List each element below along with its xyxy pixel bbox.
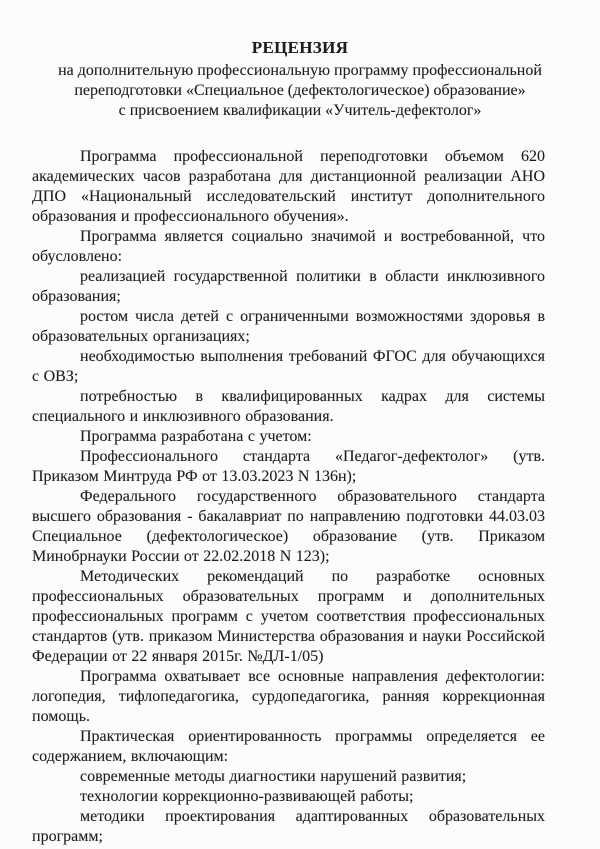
paragraph: Профессионального стандарта «Педагог-дефектолог» (утв. Приказом Минтруда РФ от 13.03.2023 N 136н); [32, 448, 545, 485]
paragraph: технологии коррекционно-развивающей работы; [80, 788, 414, 805]
paragraph: ростом числа детей с ограниченными возможностями здоровья в образовательных организациях; [32, 308, 545, 345]
paragraph: Федерального государственного образовательного стандарта высшего образования - бакалавриат по направлению подготовки 44.03.03 Специальное (дефектологическое) образование (утв. Приказом Минобрнауки России от 22.02.2018 N 123); [32, 488, 545, 565]
paragraph: современные методы диагностики нарушений развития; [80, 768, 467, 785]
document-title: РЕЦЕНЗИЯ [251, 38, 349, 57]
document-subtitle [0, 61, 600, 121]
subtitle-line: переподготовки «Специальное (дефектологическое) образование» [74, 82, 526, 99]
paragraph: Методических рекомендаций по разработке основных профессиональных образовательных программ и дополнительных профессиональных программ с учетом соответствия профессиональных стандартов (утв. приказом Министерства образования и науки Российской Федерации от 22 января 2015г. №ДЛ-1/05) [32, 568, 545, 665]
paragraph: необходимостью выполнения требований ФГОС для обучающихся с ОВЗ; [32, 348, 545, 385]
paragraph: методики проектирования адаптированных образовательных программ; [32, 808, 545, 845]
paragraph: Практическая ориентированность программы определяется ее содержанием, включающим: [32, 728, 545, 765]
subtitle-line: с присвоением квалификации «Учитель-дефектолог» [118, 102, 482, 119]
subtitle-line: на дополнительную профессиональную программу профессиональной [58, 62, 542, 79]
paragraph: Программа разработана с учетом: [80, 428, 312, 445]
paragraph: Программа является социально значимой и востребованной, что обусловлено: [32, 228, 545, 265]
paragraph: Программа профессиональной переподготовки объемом 620 академических часов разработана для дистанционной реализации АНО ДПО «Национальный исследовательский институт дополнительного образования и профессионального обучения». [32, 148, 545, 225]
paragraph: потребностью в квалифицированных кадрах для системы специального и инклюзивного образования. [32, 388, 545, 425]
paragraph: Программа охватывает все основные направления дефектологии: логопедия, тифлопедагогика, сурдопедагогика, ранняя коррекционная помощь. [32, 668, 545, 725]
paragraph: реализацией государственной политики в области инклюзивного образования; [32, 268, 545, 305]
document-body [32, 147, 545, 847]
